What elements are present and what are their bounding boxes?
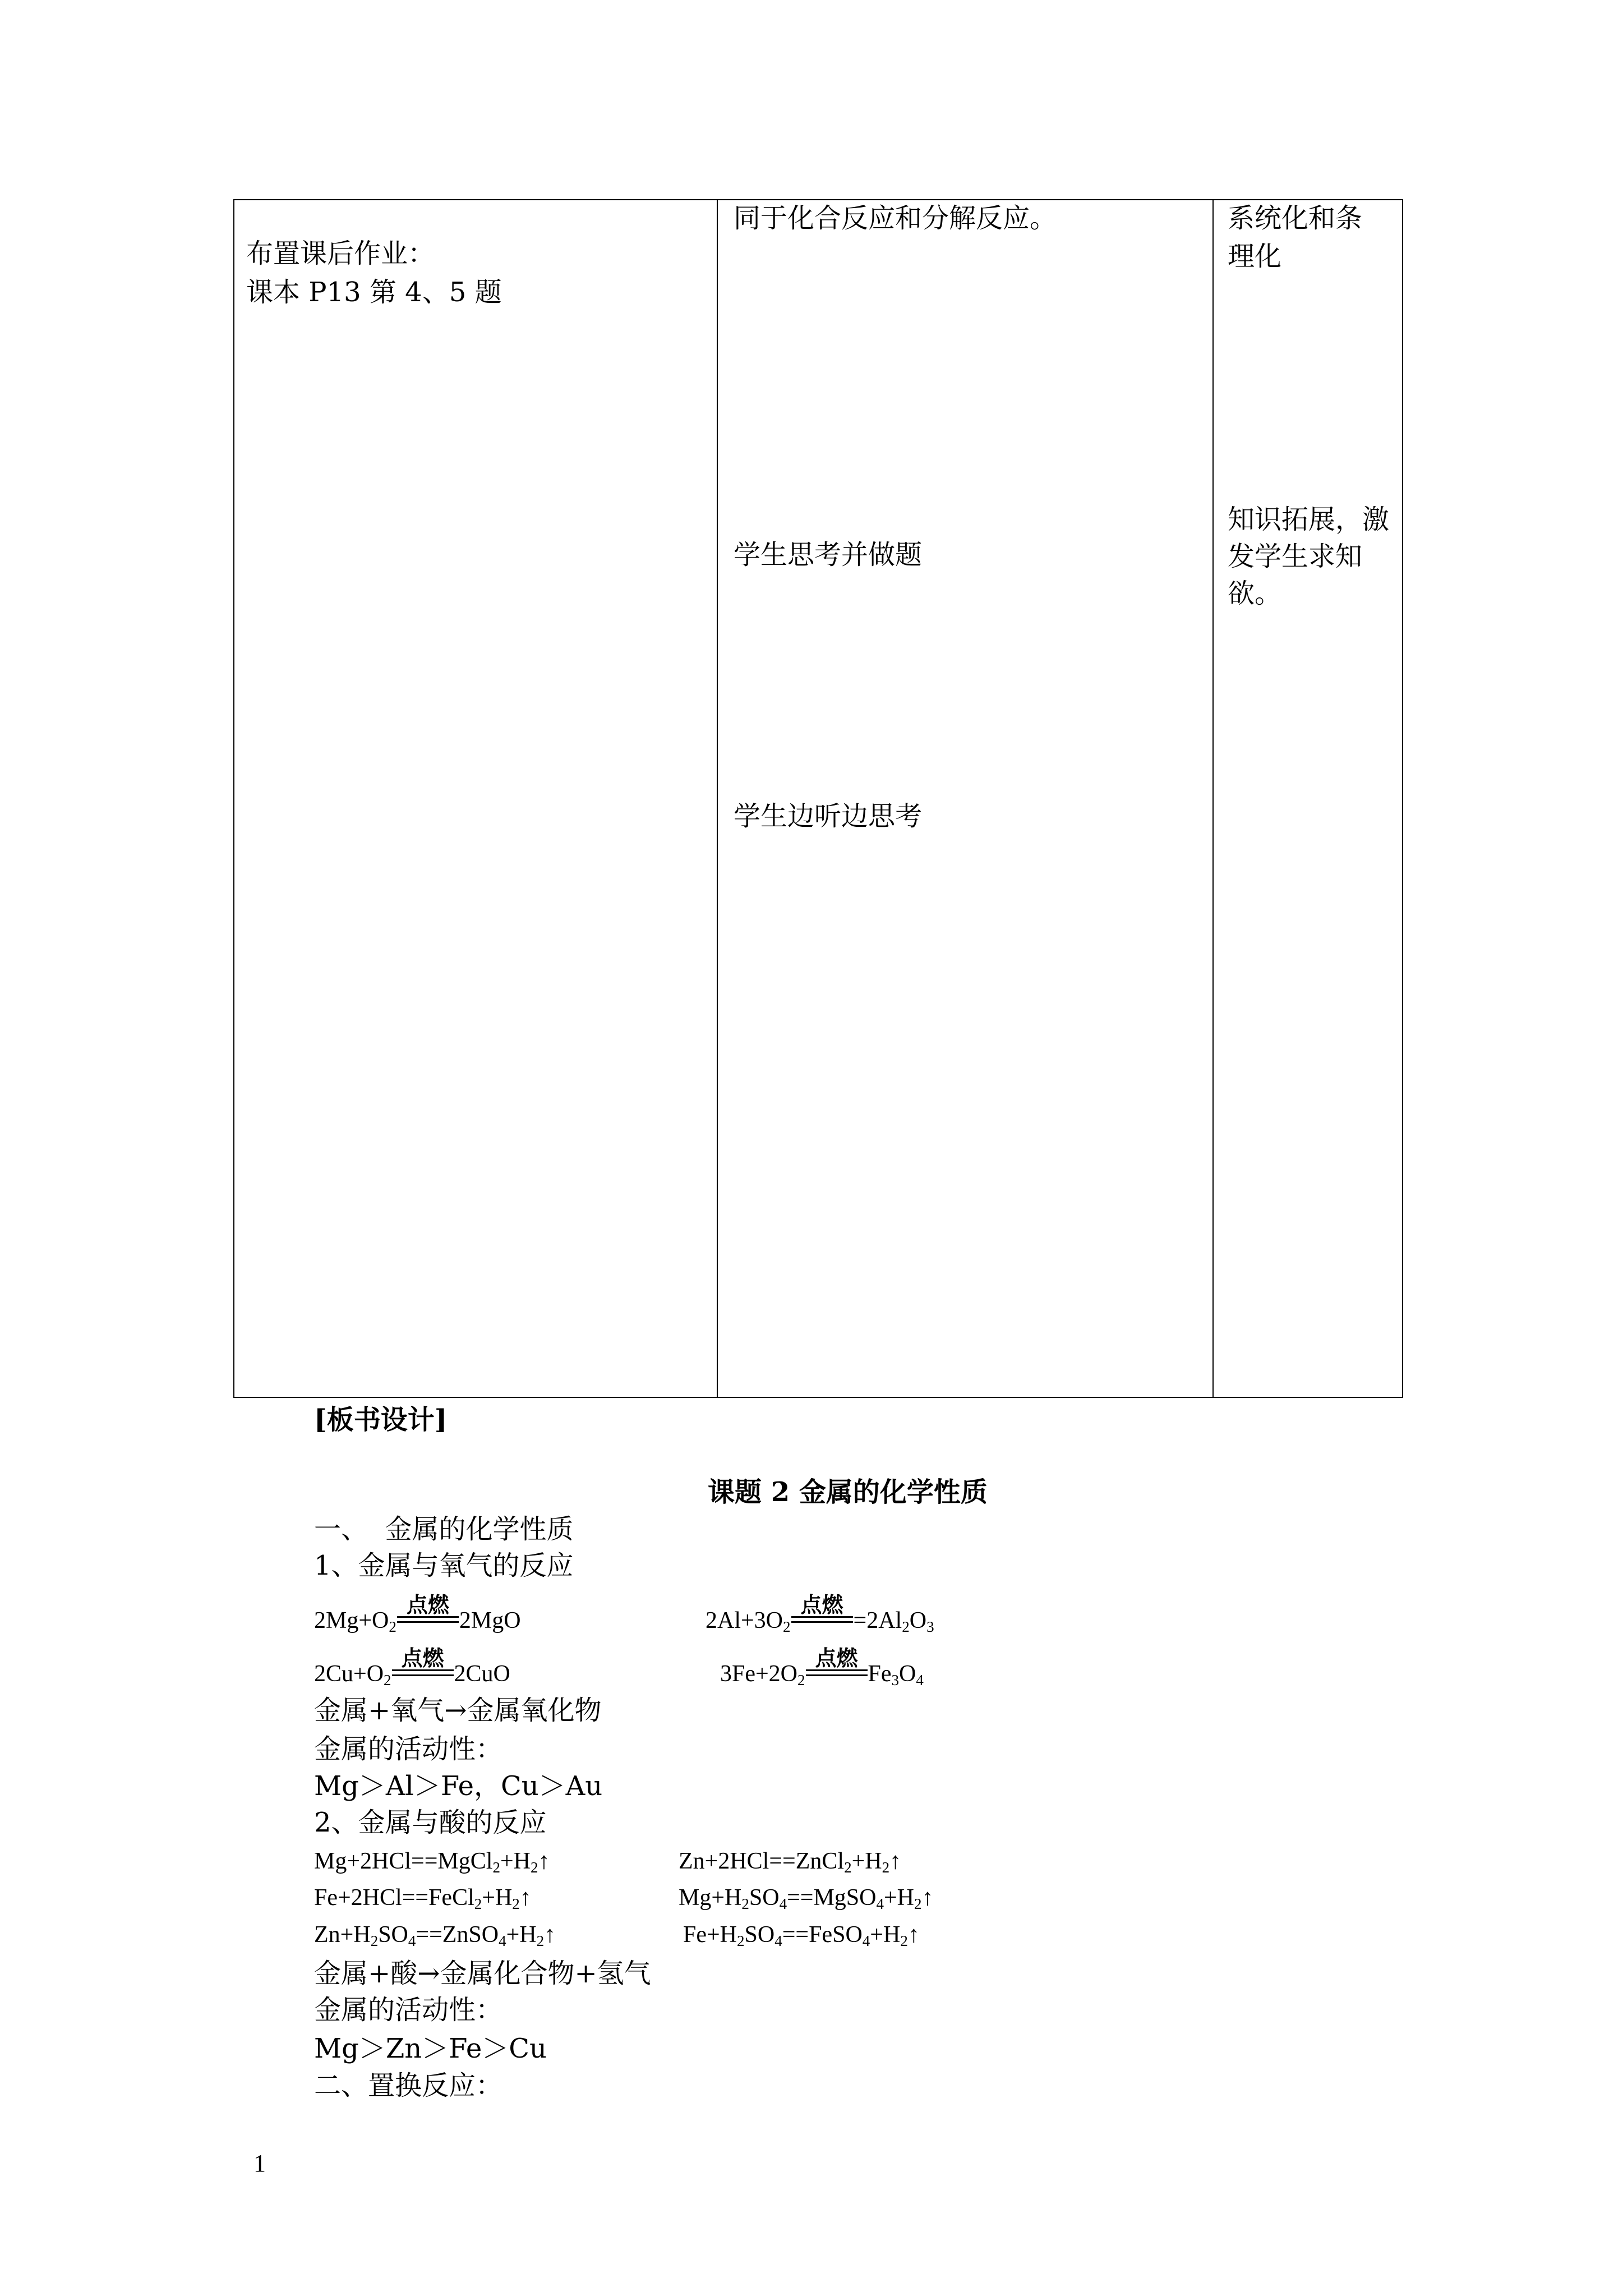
board-design-heading: [板书设计] — [314, 1404, 448, 1435]
student-activity-text: 学生思考并做题 — [734, 539, 923, 570]
section-heading: 二、置换反应： — [314, 2070, 503, 2101]
activity-order: Mg＞Al＞Fe，Cu＞Au — [314, 1770, 603, 1802]
subsection-heading: 2、金属与酸的反应 — [314, 1807, 547, 1838]
acid-summary: 金属+酸→金属化合物+氢气 — [314, 1958, 651, 1989]
oxygen-equation — [706, 1592, 934, 1637]
acid-equation: $Fe+H_2SO_4==FeSO_4+H_2↑$ — [683, 1922, 920, 1949]
acid-equation: $Zn+H_2SO_4==ZnSO_4+H_2↑$ — [314, 1922, 556, 1949]
acid-equation: $Fe+2HCl==FeCl_2+H_2↑$ — [314, 1885, 532, 1912]
products: 2CuO — [454, 1661, 510, 1687]
acid-equation: $Mg+2HCl==MgCl_2+H_2↑$ — [314, 1848, 550, 1876]
products: $Fe_3O_4$ — [868, 1661, 924, 1688]
subsection-heading: 1、金属与氧气的反应 — [314, 1550, 574, 1581]
oxygen-equation — [314, 1592, 521, 1637]
condition-label: 点燃 — [800, 1592, 843, 1617]
page-number: 1 — [253, 2150, 266, 2177]
oxygen-equation — [314, 1645, 510, 1691]
activity-label: 金属的活动性： — [314, 1994, 503, 2026]
oxygen-summary: 金属+氧气→金属氧化物 — [314, 1695, 602, 1726]
design-intent-text: 系统化和条 — [1228, 203, 1363, 234]
condition-label: 点燃 — [815, 1645, 858, 1671]
reactants: $2Cu+O_2$ — [314, 1661, 391, 1688]
design-intent-text: 发学生求知 — [1228, 541, 1363, 572]
homework-heading: 布置课后作业： — [246, 238, 435, 269]
acid-equation: $Zn+2HCl==ZnCl_2+H_2↑$ — [679, 1848, 902, 1876]
reactants: $3Fe+2O_2$ — [720, 1661, 805, 1688]
section-heading: 一、 金属的化学性质 — [314, 1513, 574, 1545]
design-intent-text: 理化 — [1228, 241, 1282, 272]
reaction-condition — [806, 1645, 868, 1676]
acid-equation: $Mg+H_2SO_4==MgSO_4+H_2↑$ — [679, 1885, 934, 1912]
condition-label: 点燃 — [401, 1645, 444, 1671]
lesson-table — [233, 199, 1403, 1398]
homework-detail: 课本 P13 第 4、5 题 — [246, 277, 502, 308]
reaction-condition — [791, 1592, 853, 1623]
products: 2MgO — [459, 1608, 521, 1634]
activity-order: Mg＞Zn＞Fe＞Cu — [314, 2033, 547, 2064]
reaction-condition — [392, 1645, 454, 1676]
condition-label: 点燃 — [406, 1592, 449, 1617]
table-column-divider — [1212, 199, 1214, 1398]
reactants: $2Al+3O_2$ — [706, 1608, 791, 1635]
board-title: 课题 2 金属的化学性质 — [708, 1476, 988, 1508]
student-activity-text: 学生边听边思考 — [734, 800, 923, 832]
reactants: $2Mg+O_2$ — [314, 1608, 396, 1635]
student-activity-text: 同于化合反应和分解反应。 — [734, 203, 1057, 234]
oxygen-equation — [720, 1645, 924, 1691]
reaction-condition — [397, 1592, 459, 1623]
products: $=2Al_2O_3$ — [853, 1608, 934, 1635]
design-intent-text: 知识拓展，激 — [1228, 504, 1390, 535]
design-intent-text: 欲。 — [1228, 578, 1282, 609]
activity-label: 金属的活动性： — [314, 1733, 503, 1765]
table-column-divider — [717, 199, 718, 1398]
